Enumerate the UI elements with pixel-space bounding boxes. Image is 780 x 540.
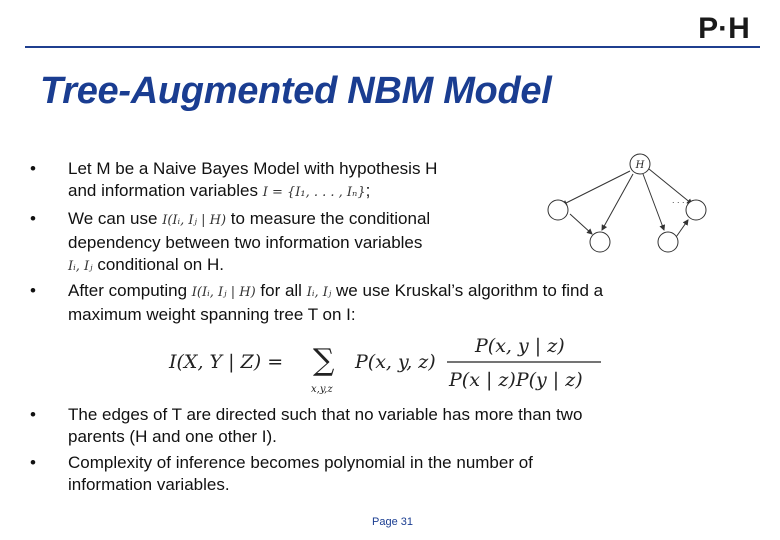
bullet-3-mid: for all <box>260 281 302 300</box>
bullet-4 <box>30 404 583 448</box>
bullet-5-line1: Complexity of inference becomes polynomial in the number of <box>68 453 533 472</box>
formula-lhs: I(X, Y | Z) = <box>169 351 284 373</box>
bullet-1-line1: Let M be a Naive Bayes Model with hypothesis H <box>68 159 438 178</box>
node-i2 <box>590 232 610 252</box>
logo-text: P·H <box>698 12 750 42</box>
bullet-1-line2 <box>68 180 437 204</box>
bullet-dot: • <box>30 209 36 228</box>
bullet-4-line1: The edges of T are directed such that no variable has more than two <box>68 405 583 424</box>
header-rule <box>25 46 760 48</box>
node-i3 <box>658 232 678 252</box>
bullet-3-prefix: After computing <box>68 281 188 300</box>
bullet-2-line1-suffix: to measure the conditional <box>230 209 431 228</box>
bullet-3-suffix: we use Kruskal’s algorithm to find a <box>336 281 604 300</box>
formula-term: P(x, y, z) <box>355 351 436 373</box>
bullet-2-line2: dependency between two information variables <box>68 233 423 252</box>
bullet-5 <box>30 452 533 496</box>
bullet-3 <box>30 280 604 326</box>
bullet-2-line1 <box>68 208 430 232</box>
bullet-1-line2-text: and information variables <box>68 181 258 200</box>
bullet-3-line2: maximum weight spanning tree T on I: <box>68 305 356 324</box>
bullet-1-suffix: ; <box>365 181 371 200</box>
bullet-3-math1: I(Iᵢ, Iⱼ | H) <box>191 285 256 300</box>
bullet-1-math: I = {I₁, . . . , Iₙ} <box>262 185 366 200</box>
formula-denominator: P(x | z)P(y | z) <box>449 369 583 391</box>
graph-ellipsis: . . . <box>672 195 685 205</box>
bullet-2-line3 <box>68 254 430 278</box>
tan-graph-diagram <box>540 148 710 254</box>
bullet-3-line1 <box>68 280 603 304</box>
bullet-2-line1-prefix: We can use <box>68 209 158 228</box>
slide-title: Tree-Augmented NBM Model <box>40 70 552 112</box>
formula-numerator: P(x, y | z) <box>475 335 565 357</box>
bullet-4-line2: parents (H and one other I). <box>68 427 277 446</box>
bullet-5-line2: information variables. <box>68 475 230 494</box>
bullet-dot: • <box>30 281 36 300</box>
formula-sum-sub: x,y,z <box>311 384 333 395</box>
bullet-2-line3-suffix: conditional on H. <box>97 255 224 274</box>
formula-sum: ∑ <box>313 343 335 378</box>
page-number: Page 31 <box>372 516 413 528</box>
bullet-2-math2: Iᵢ, Iⱼ <box>68 259 93 274</box>
ph-logo <box>688 12 760 42</box>
bullet-2 <box>30 208 431 278</box>
bullet-1 <box>30 158 438 204</box>
bullet-2-math: I(Iᵢ, Iⱼ | H) <box>162 213 227 228</box>
node-i4 <box>686 200 706 220</box>
bullet-dot: • <box>30 453 36 472</box>
node-h-label: H <box>635 160 645 171</box>
bullet-dot: • <box>30 159 36 178</box>
mutual-information-formula <box>165 332 605 396</box>
bullet-3-math2: Iᵢ, Iⱼ <box>306 285 332 300</box>
bullet-dot: • <box>30 405 36 424</box>
node-i1 <box>548 200 568 220</box>
